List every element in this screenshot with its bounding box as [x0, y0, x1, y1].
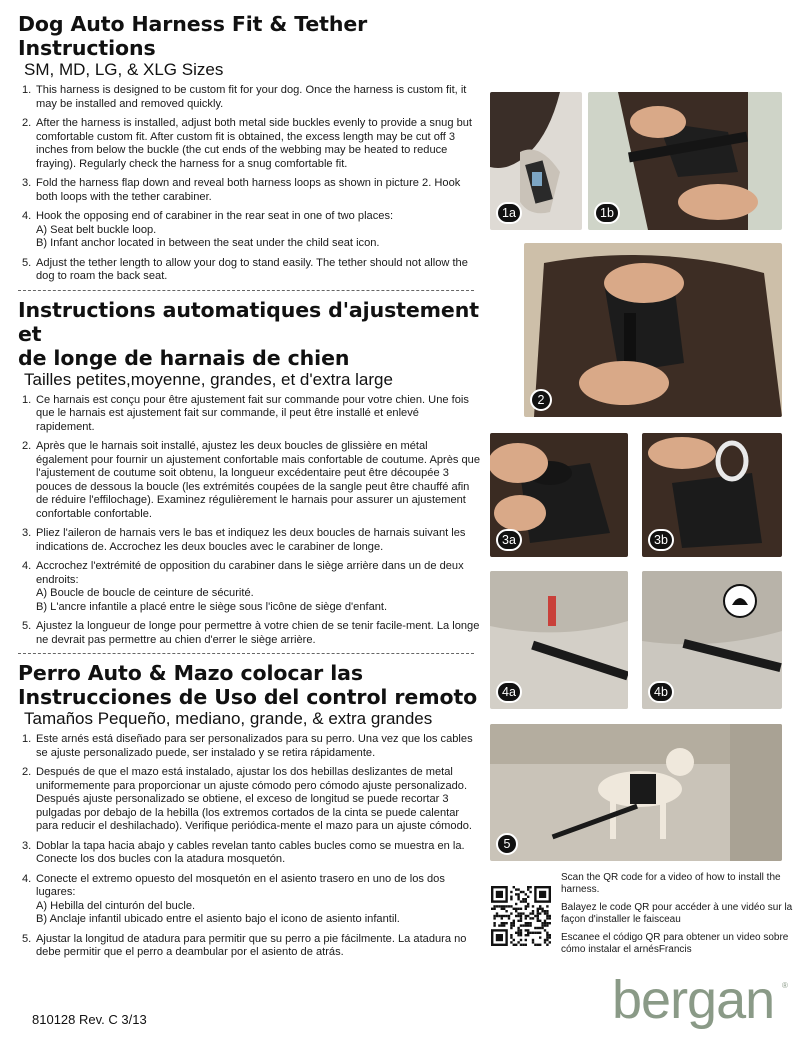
french-step-3: [18, 527, 480, 554]
french-title-line1: Instructions automatiques d'ajustement et: [18, 297, 479, 346]
step-text: Después de que el mazo está instalado, ajustar los dos hebillas deslizantes de metal uniformemente para proporcionar un ajuste cómodo pero cómodo ajuste personalizado. Después ajuste personalizado se obtiene, el exceso de longitud se puede recortar 3 pulgadas por debajo de la hebilla (los extremos cortados de la cinta se puede calentar para reducir el deshilachado). Verifique periódica-mente el mazo para un ajuste cómodo.: [36, 766, 472, 832]
spanish-step-4: [18, 873, 480, 927]
qr-text-spanish: Escanee el código QR para obtener un video sobre cómo instalar el arnésFrancis: [561, 932, 789, 955]
spanish-step-5: [18, 933, 480, 960]
step-text: B) L'ancre infantile a placé entre le siège sous l'icône de siège d'enfant.: [36, 600, 388, 613]
step-text: B) Anclaje infantil ubicado entre el asiento bajo el icono de asiento infantil.: [36, 913, 400, 925]
qr-text-french: Balayez le code QR pour accéder à une vidéo sur la façon d'installer le faisceau: [561, 902, 793, 925]
step-text: Pliez l'aileron de harnais vers le bas et indiquez les deux boucles de harnais suivant les indications de. Accrochez les deux boucles avec le carabiner de longe.: [36, 527, 466, 553]
step-text: After the harness is installed, adjust both metal side buckles evenly to provide a snug but comfortable custom fit. After custom fit is obtained, the excess length may be cut off 3 inches from below the buckle (the cut ends of the webbing may be heated to reduce fraying). Regularly check the harness for a snug comfortable fit.: [36, 117, 472, 170]
english-step-5: [18, 257, 480, 284]
step-number: 5.: [22, 932, 32, 945]
spanish-step-3: [18, 840, 480, 867]
step-text: A) Hebilla del cinturón del bucle.: [36, 899, 196, 912]
photo-4a-label: 4a: [496, 681, 522, 703]
photo-4b: [642, 571, 782, 709]
step-text: Accrochez l'extrémité de opposition du carabiner dans le siège arrière dans un de deux endroits:: [36, 560, 464, 586]
spanish-step-1: [18, 733, 480, 760]
step-text: Hook the opposing end of carabiner in the rear seat in one of two places:: [36, 210, 394, 222]
bergan-logo: [612, 968, 792, 1032]
english-step-4: [18, 210, 480, 251]
section-divider: [18, 653, 474, 654]
photo-2: [524, 243, 782, 417]
french-steps: [18, 394, 480, 648]
photo-4b-label: 4b: [648, 681, 674, 703]
step-text: Conecte el extremo opuesto del mosquetón en el asiento trasero en uno de los dos lugares:: [36, 872, 445, 898]
photo-3b: [642, 433, 782, 557]
spanish-title-line2: Instrucciones de Uso del control remoto: [18, 685, 478, 709]
step-number: 1.: [22, 393, 32, 406]
step-number: 4.: [22, 872, 32, 885]
photo-5: [490, 724, 782, 861]
photo-1a-label: 1a: [496, 202, 522, 224]
step-number: 1.: [22, 733, 32, 745]
spanish-sizes: Tamaños Pequeño, mediano, grande, & extra grandes: [24, 709, 433, 728]
instructions-column: [18, 12, 480, 966]
step-number: 4.: [22, 210, 32, 222]
english-step-3: [18, 177, 480, 204]
photo-1b: [588, 92, 782, 230]
step-text: Doblar la tapa hacia abajo y cables revelan tanto cables bucles como se muestra en la. Conecte los dos bucles con la atadura mosquetón.: [36, 839, 465, 865]
photo-3a-label: 3a: [496, 529, 522, 551]
french-title-line2: de longe de harnais de chien: [18, 345, 350, 370]
spanish-steps: [18, 733, 480, 960]
step-number: 2.: [22, 117, 32, 129]
spanish-title-line1: Perro Auto & Mazo colocar las: [18, 661, 363, 685]
english-step-2: [18, 117, 480, 171]
step-number: 2.: [22, 766, 32, 778]
step-number: 3.: [22, 177, 32, 189]
photo-3b-label: 3b: [648, 529, 674, 551]
french-step-5: [18, 620, 480, 647]
step-text: Ajustar la longitud de atadura para permitir que su perro a pie fácilmente. La atadura no debe permitir que el perro a deambular por el asiento de atrás.: [36, 932, 467, 958]
french-step-4: [18, 560, 480, 614]
photo-3a: [490, 433, 628, 557]
french-sizes: Tailles petites,moyenne, grandes, et d'extra large: [24, 369, 393, 389]
step-text: Ajustez la longueur de longe pour permettre à votre chien de se tenir facile-ment. La longe ne devrait pas permettre au chien d'errer le siège arrière.: [36, 620, 480, 646]
step-text: Este arnés está diseñado para ser personalizados para su perro. Una vez que los cables se ajuste personalizado puede, ser instalado y se retira rápidamente.: [36, 733, 473, 759]
step-text: Après que le harnais soit installé, ajustez les deux boucles de glissière en métal également pour fournir un ajustement confortable mais confortable de coutume. Après que l'ajustement de coutume soit obtenu, la longueur excédentaire peut être découpée 3 pouces de dessous la boucle (les extrémités coupées de la sangle peut être chauffé afin de réduire l'effilochage). Examinez régulièrement le harnais pour assurer un ajustement confortable confortable.: [36, 440, 481, 520]
step-number: 1.: [22, 84, 32, 96]
photo-1a: [490, 92, 582, 230]
step-number: 5.: [22, 256, 32, 269]
english-sizes: SM, MD, LG, & XLG Sizes: [24, 60, 224, 79]
step-number: 4.: [22, 560, 32, 572]
step-text: This harness is designed to be custom fit for your dog. Once the harness is custom fit, it may be installed and removed quickly.: [36, 84, 467, 110]
brand-name: bergan: [612, 970, 775, 1030]
qr-instructions: [561, 872, 801, 962]
step-text: Fold the harness flap down and reveal both harness loops as shown in picture 2. Hook both loops with the tether carabiner.: [36, 177, 461, 203]
step-text: A) Seat belt buckle loop.: [36, 223, 157, 236]
english-steps: [18, 84, 480, 284]
english-step-1: [18, 84, 480, 111]
step-number: 3.: [22, 527, 32, 539]
step-number: 5.: [22, 620, 32, 632]
step-text: B) Infant anchor located in between the seat under the child seat icon.: [36, 237, 380, 249]
french-step-1: [18, 394, 480, 435]
photo-4a: [490, 571, 628, 709]
qr-code[interactable]: [491, 886, 551, 946]
photo-1b-label: 1b: [594, 202, 620, 224]
photo-2-label: 2: [530, 389, 552, 411]
step-number: 3.: [22, 839, 32, 852]
section-divider: [18, 290, 474, 291]
step-number: 2.: [22, 440, 32, 452]
spanish-step-2: [18, 766, 480, 834]
step-text: Adjust the tether length to allow your dog to stand easily. The tether should not allow the dog to roam the back seat.: [36, 256, 468, 282]
photo-5-label: 5: [496, 833, 518, 855]
english-title: Dog Auto Harness Fit & Tether Instructions: [18, 12, 368, 60]
step-text: A) Boucle de boucle de ceinture de sécurité.: [36, 587, 254, 599]
document-revision: 810128 Rev. C 3/13: [32, 1012, 147, 1027]
registered-mark: ®: [782, 981, 788, 990]
french-step-2: [18, 440, 480, 521]
step-text: Ce harnais est conçu pour être ajustement fait sur commande pour votre chien. Une fois que le harnais est ajustement fait sur commande, il peut être installé et enlevé rapidement.: [36, 393, 469, 433]
qr-text-english: Scan the QR code for a video of how to install the harness.: [561, 872, 781, 895]
